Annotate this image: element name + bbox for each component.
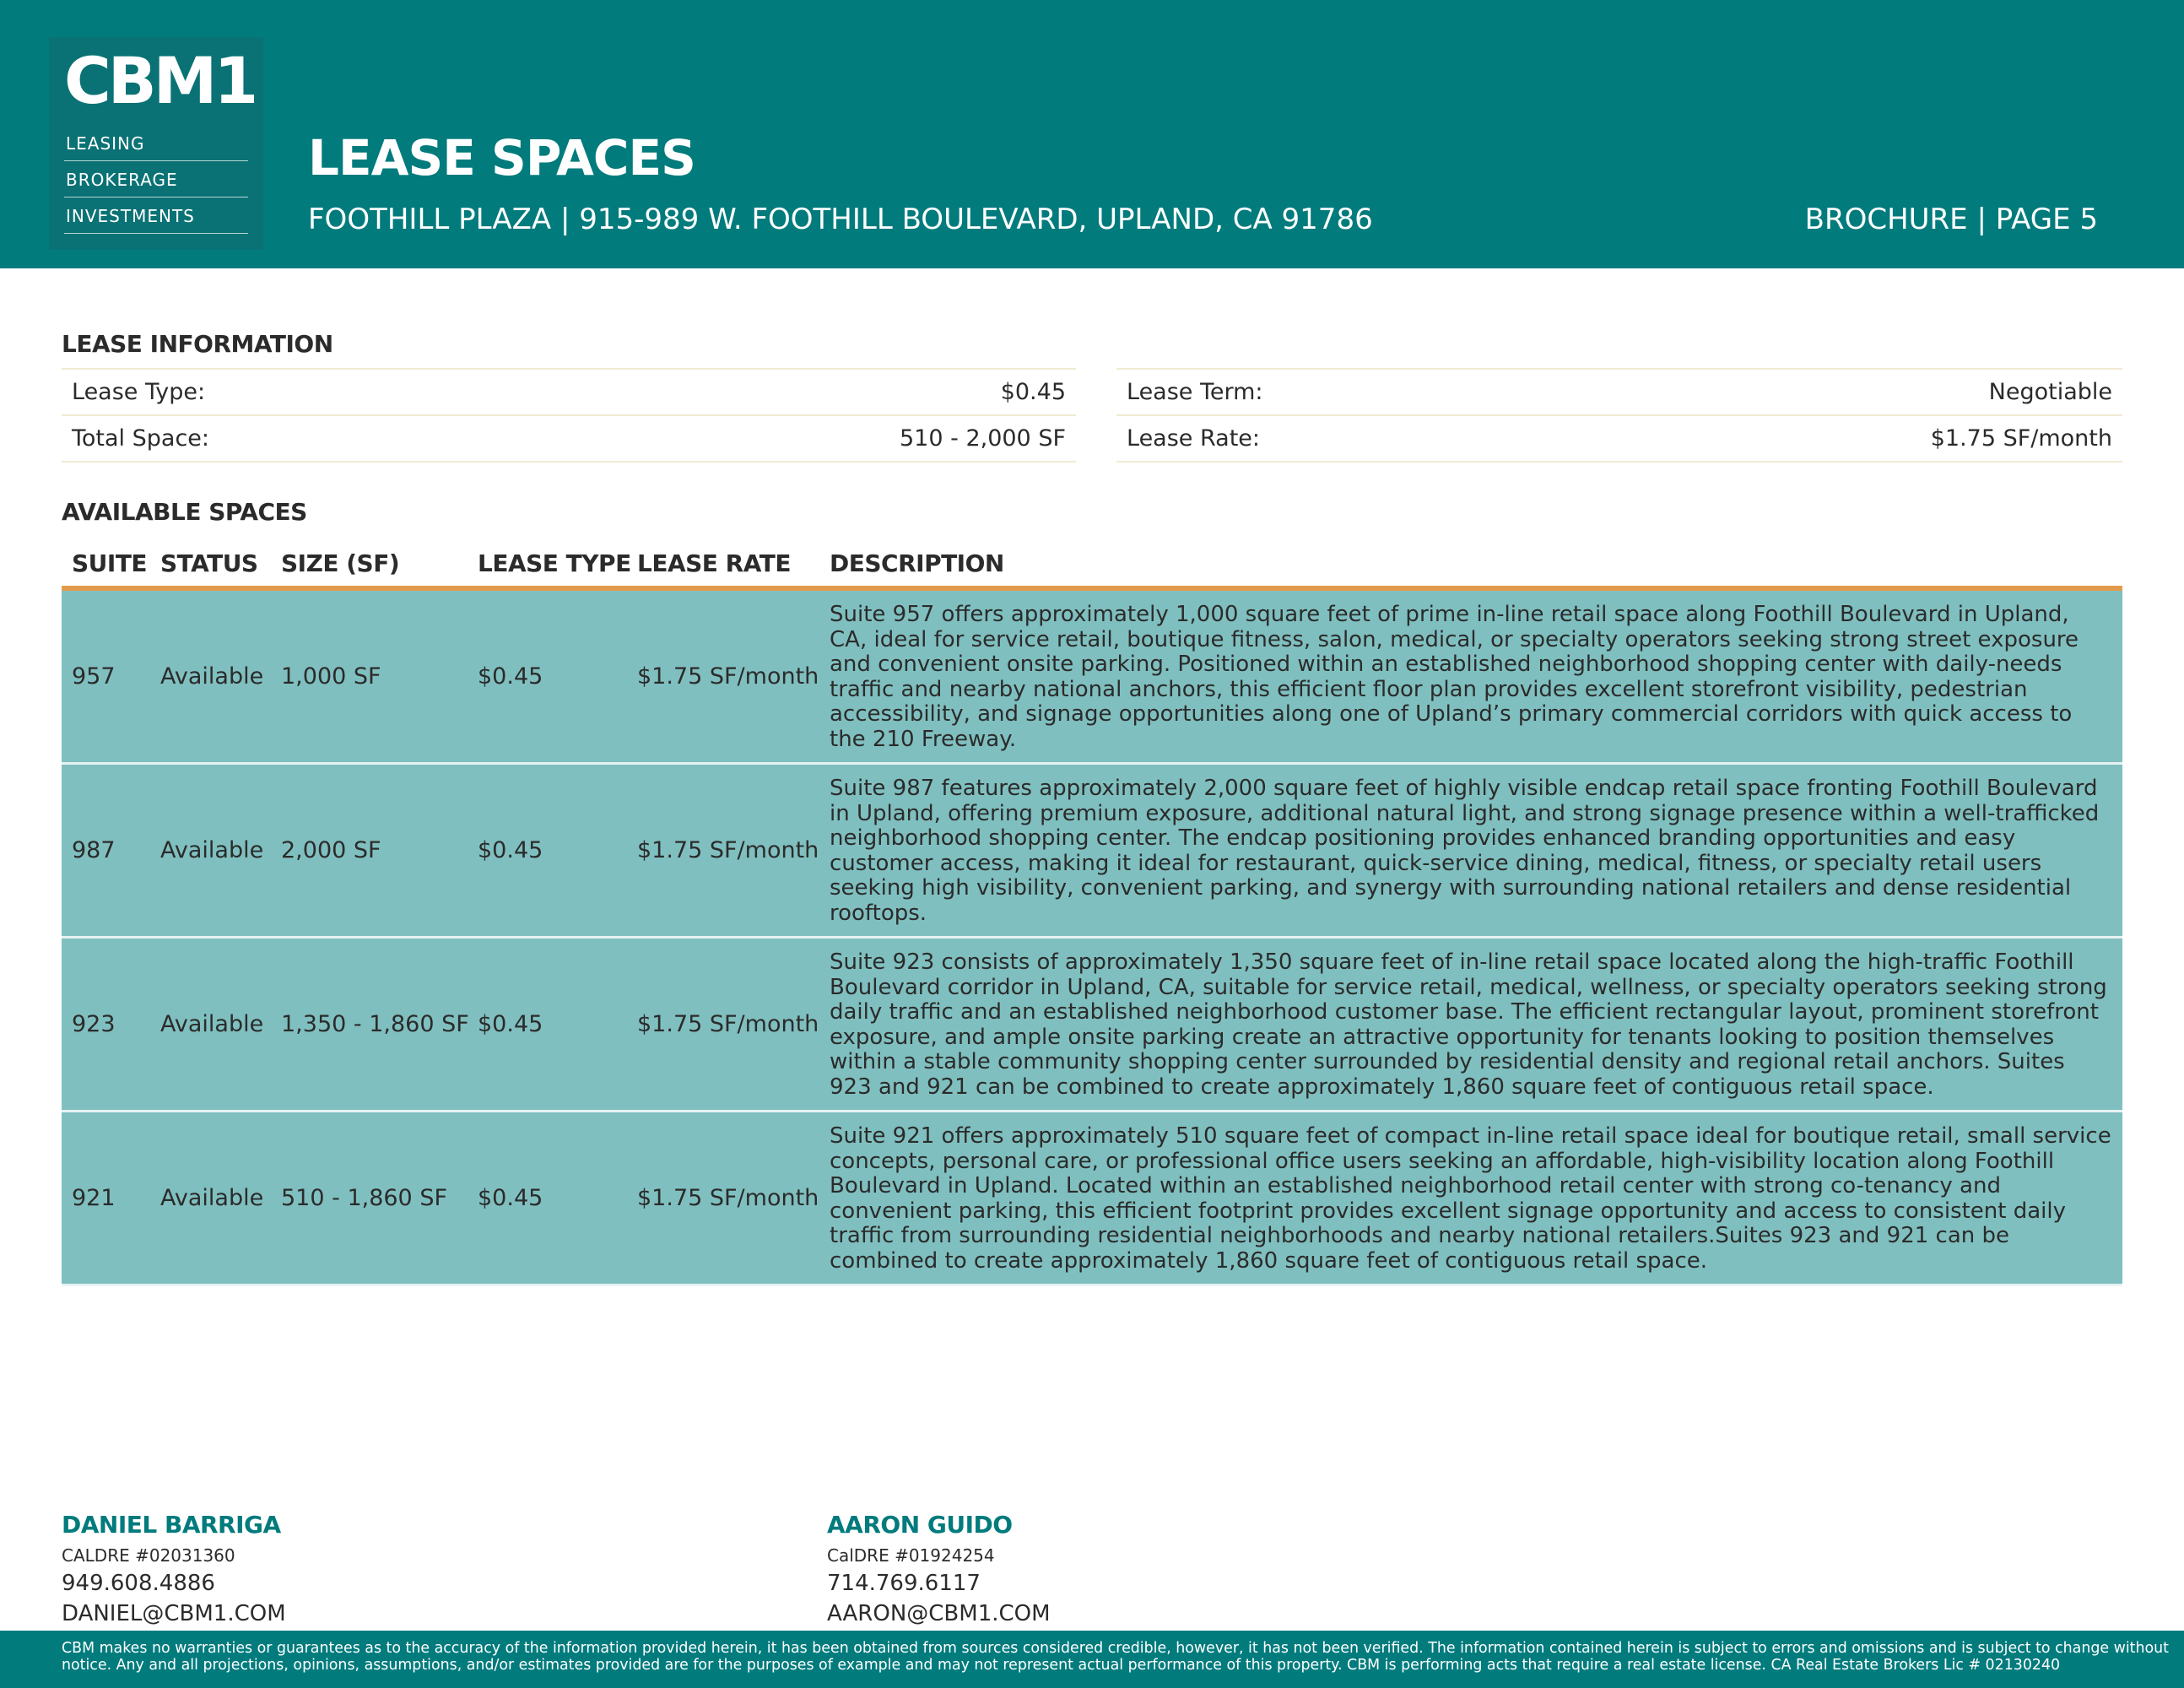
description-cell: Suite 921 offers approximately 510 square feet of compact in-line retail space ideal for boutique retail, small service concepts, personal care, or professional office users seeking an affordable, high-visibility location along Foothill Boulevard in Upland. Located within an established neighborhood retail center with strong co-tenancy and convenient parking, this efficient footprint provides excellent signage opportunity and access to consistent daily traffic from surrounding residential neighborhoods and nearby national retailers.Suites 923 and 921 can be combined to create approximately 1,860 square feet of contiguous retail space. [819, 1112, 2122, 1285]
lease-type-cell: $0.45 [468, 938, 627, 1112]
lease-term-value: Negotiable [1988, 379, 2112, 405]
description-cell: Suite 957 offers approximately 1,000 square feet of prime in-line retail space along Foothill Boulevard in Upland, CA, ideal for service retail, boutique fitness, salon, medical, or specialty operators seeking strong street exposure and convenient onsite parking. Positioned within an established neighborhood shopping center with daily-needs traffic and nearby national anchors, this efficient floor plan provides excellent storefront visibility, pedestrian accessibility, and signage opportunities along one of Upland’s primary commercial corridors with quick access to the 210 Freeway. [819, 588, 2122, 764]
table-row [62, 588, 2122, 764]
column-header-description: DESCRIPTION [819, 540, 2122, 588]
table-header-row [62, 540, 2122, 588]
lease-term-label: Lease Term: [1127, 379, 1263, 405]
lease-type-cell: $0.45 [468, 1112, 627, 1285]
contact-email[interactable]: AARON@CBM1.COM [827, 1601, 1051, 1626]
status-cell: Available [150, 764, 271, 938]
lease-type-label: Lease Type: [72, 379, 206, 405]
contact-phone[interactable]: 949.608.4886 [62, 1571, 215, 1596]
lease-type-row [62, 370, 1076, 416]
property-address: FOOTHILL PLAZA | 915-989 W. FOOTHILL BOULEVARD, UPLAND, CA 91786 [308, 203, 1373, 236]
lease-type-value: $0.45 [1000, 379, 1066, 405]
status-cell: Available [150, 1112, 271, 1285]
status-cell: Available [150, 588, 271, 764]
lease-info-right [1116, 368, 2122, 463]
size-cell: 1,350 - 1,860 SF [271, 938, 468, 1112]
suite-cell: 921 [62, 1112, 150, 1285]
total-space-label: Total Space: [72, 425, 210, 452]
page-label: BROCHURE | PAGE 5 [1804, 203, 2098, 236]
table-row [62, 764, 2122, 938]
table-row [62, 1112, 2122, 1285]
page-title: LEASE SPACES [308, 129, 695, 187]
lease-rate-cell: $1.75 SF/month [627, 588, 819, 764]
size-cell: 2,000 SF [271, 764, 468, 938]
disclaimer-footer [0, 1631, 2184, 1688]
description-cell: Suite 923 consists of approximately 1,350 square feet of in-line retail space located along the high-traffic Foothill Boulevard corridor in Upland, CA, suitable for service retail, medical, wellness, or specialty operators seeking strong daily traffic and an established neighborhood customer base. The efficient rectangular layout, prominent storefront exposure, and ample onsite parking create an attractive opportunity for tenants looking to position themselves within a stable community shopping center surrounded by residential density and regional retail anchors. Suites 923 and 921 can be combined to create approximately 1,860 square feet of contiguous retail space. [819, 938, 2122, 1112]
lease-rate-label: Lease Rate: [1127, 425, 1260, 452]
logo-line-investments: INVESTMENTS [64, 197, 248, 234]
size-cell: 1,000 SF [271, 588, 468, 764]
logo-line-leasing: LEASING [64, 125, 248, 161]
logo-wordmark: CBM1 [64, 43, 256, 118]
total-space-value: 510 - 2,000 SF [900, 425, 1066, 452]
contact-name: AARON GUIDO [827, 1511, 1013, 1539]
contact-phone[interactable]: 714.769.6117 [827, 1571, 981, 1596]
lease-rate-cell: $1.75 SF/month [627, 1112, 819, 1285]
suite-cell: 923 [62, 938, 150, 1112]
contact-license: CALDRE #02031360 [62, 1545, 235, 1566]
suite-cell: 957 [62, 588, 150, 764]
suite-cell: 987 [62, 764, 150, 938]
lease-rate-cell: $1.75 SF/month [627, 764, 819, 938]
contact-name: DANIEL BARRIGA [62, 1511, 281, 1539]
column-header-lease-type: LEASE TYPE [468, 540, 627, 588]
description-cell: Suite 987 features approximately 2,000 square feet of highly visible endcap retail space fronting Foothill Boulevard in Upland, offering premium exposure, additional natural light, and strong signage presence within a well-trafficked neighborhood shopping center. The endcap positioning provides enhanced branding opportunities and easy customer access, making it ideal for restaurant, quick-service dining, medical, fitness, or specialty retail users seeking high visibility, convenient parking, and synergy with surrounding national retailers and dense residential rooftops. [819, 764, 2122, 938]
lease-rate-row [1116, 416, 2122, 463]
column-header-status: STATUS [150, 540, 271, 588]
contact-aaron-guido [827, 1513, 1051, 1625]
lease-type-cell: $0.45 [468, 764, 627, 938]
disclaimer-line-1: CBM makes no warranties or guarantees as to the accuracy of the information provided herein, it has been obtained from sources considered credible, however, it has not been verified. The information contained herein is subject to errors and omissions and is subject to change without [62, 1640, 2170, 1657]
logo-line-brokerage: BROKERAGE [64, 161, 248, 197]
contact-license: CalDRE #01924254 [827, 1545, 995, 1566]
disclaimer-line-2: notice. Any and all projections, opinions, assumptions, and/or estimates provided are for the purposes of example and may not represent actual performance of this property. CBM is performing acts that require a real estate license. CA Real Estate Brokers Lic # 02130240 [62, 1657, 2061, 1674]
contact-email[interactable]: DANIEL@CBM1.COM [62, 1601, 286, 1626]
column-header-suite: SUITE [62, 540, 150, 588]
status-cell: Available [150, 938, 271, 1112]
lease-term-row [1116, 370, 2122, 416]
lease-rate-cell: $1.75 SF/month [627, 938, 819, 1112]
column-header-lease-rate: LEASE RATE [627, 540, 819, 588]
total-space-row [62, 416, 1076, 463]
available-spaces-table [62, 540, 2122, 1286]
lease-rate-value: $1.75 SF/month [1930, 425, 2112, 452]
column-header-size: SIZE (SF) [271, 540, 468, 588]
contact-daniel-barriga [62, 1513, 286, 1625]
lease-information-heading: LEASE INFORMATION [62, 330, 333, 358]
size-cell: 510 - 1,860 SF [271, 1112, 468, 1285]
cbm1-logo [49, 37, 263, 250]
lease-info-left [62, 368, 1076, 463]
page-header [0, 0, 2184, 268]
available-spaces-heading: AVAILABLE SPACES [62, 498, 307, 526]
lease-type-cell: $0.45 [468, 588, 627, 764]
table-row [62, 938, 2122, 1112]
